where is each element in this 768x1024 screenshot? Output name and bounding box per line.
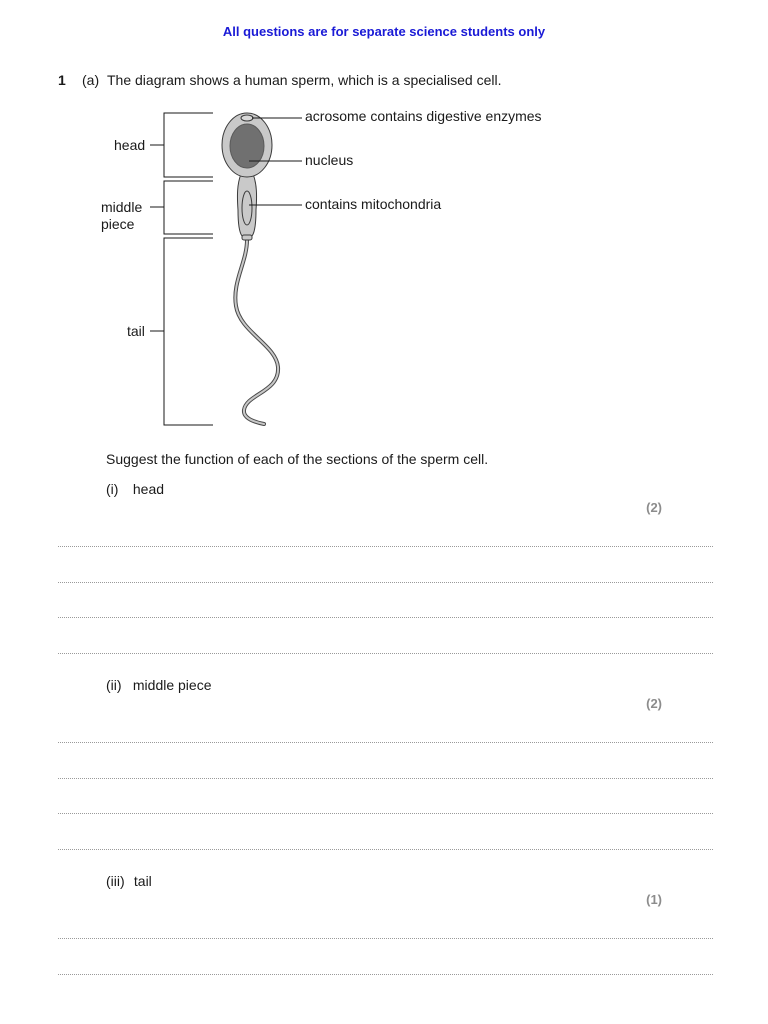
- question-part: (a): [82, 72, 100, 88]
- tail-bracket: [164, 238, 213, 425]
- marks-middle-piece: (2): [646, 696, 662, 711]
- acrosome-cap: [241, 115, 253, 121]
- middle-piece-label-line1: middle: [101, 199, 143, 215]
- marks-tail: (1): [646, 892, 662, 907]
- subquestion-tail: [106, 873, 152, 889]
- middle-piece-bracket: [164, 181, 213, 234]
- head-section-label: head: [114, 137, 146, 153]
- mitochondria-callout: contains mitochondria: [305, 196, 442, 212]
- middle-piece-label-line2: piece: [101, 216, 135, 232]
- subquestion-head: [106, 481, 164, 497]
- marks-head: (2): [646, 500, 662, 515]
- answer-line[interactable]: [58, 974, 713, 975]
- answer-line[interactable]: [58, 582, 713, 583]
- question-prompt: Suggest the function of each of the sections of the sperm cell.: [106, 451, 489, 467]
- answer-line[interactable]: [58, 778, 713, 779]
- answer-line[interactable]: [58, 813, 713, 814]
- subquestion-label: tail: [133, 873, 152, 889]
- sperm-tail-inner: [235, 240, 278, 424]
- subquestion-number: (iii): [106, 873, 125, 889]
- acrosome-callout: acrosome contains digestive enzymes: [305, 108, 542, 124]
- question-text: The diagram shows a human sperm, which is a specialised cell.: [107, 72, 502, 88]
- question-number: 1: [58, 72, 66, 88]
- answer-line[interactable]: [58, 653, 713, 654]
- sperm-neck: [242, 235, 252, 240]
- answer-line[interactable]: [58, 742, 713, 743]
- head-bracket: [164, 113, 213, 177]
- subquestion-label: middle piece: [132, 677, 212, 693]
- tail-section-label: tail: [127, 323, 145, 339]
- subquestion-number: (i): [106, 481, 119, 497]
- answer-line[interactable]: [58, 938, 713, 939]
- nucleus-callout: nucleus: [305, 152, 354, 168]
- separate-science-banner: All questions are for separate science students only: [222, 24, 546, 39]
- subquestion-label: head: [132, 481, 165, 497]
- answer-line[interactable]: [58, 546, 713, 547]
- subquestion-middle-piece: [106, 677, 212, 693]
- answer-line[interactable]: [58, 617, 713, 618]
- subquestion-number: (ii): [106, 677, 122, 693]
- answer-line[interactable]: [58, 849, 713, 850]
